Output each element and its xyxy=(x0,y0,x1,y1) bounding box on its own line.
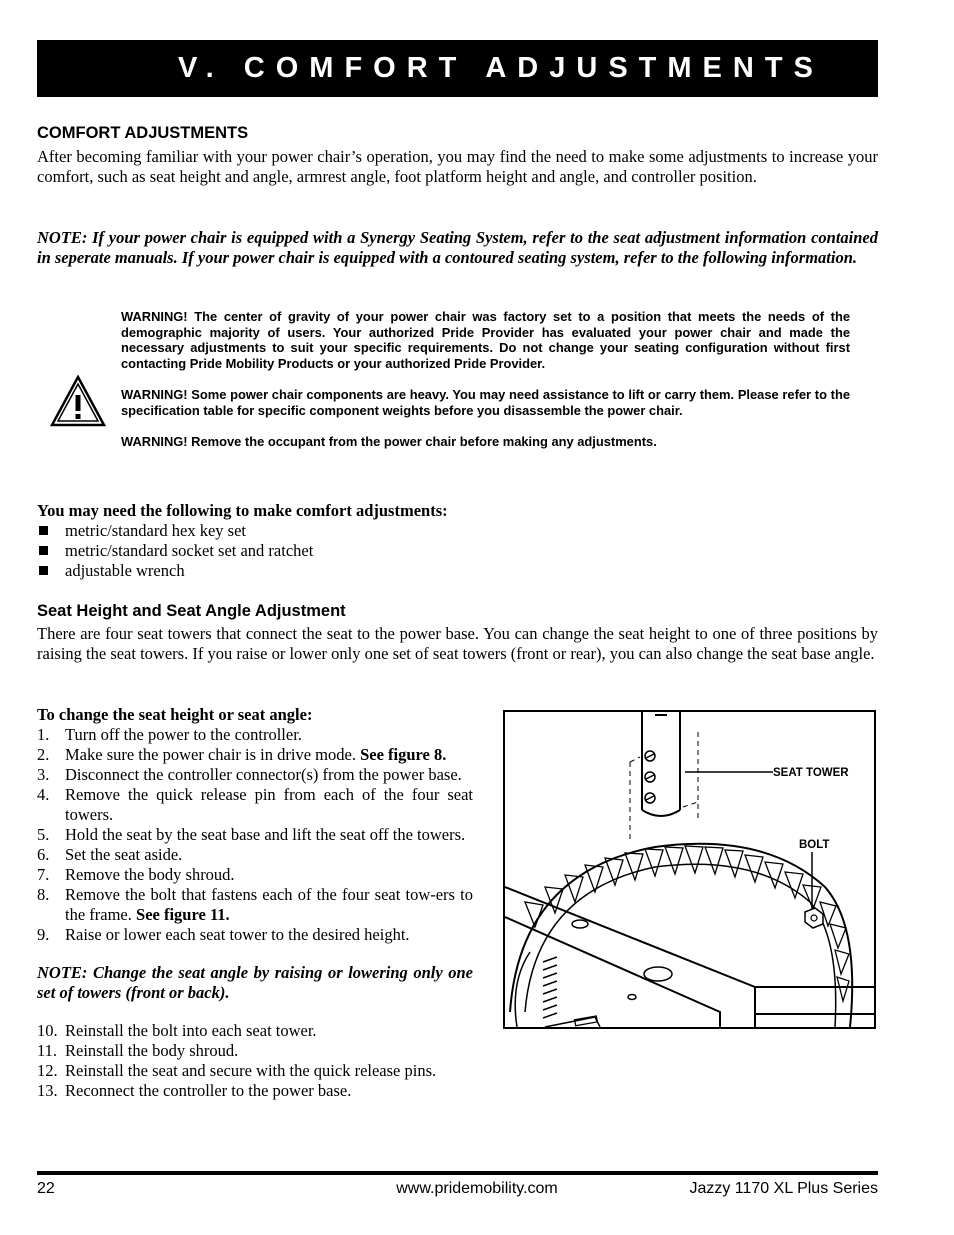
steps-title: To change the seat height or seat angle: xyxy=(37,705,313,724)
list-item: metric/standard hex key set xyxy=(37,521,878,541)
list-item: 11. Reinstall the body shroud. xyxy=(37,1041,239,1060)
warnings-block xyxy=(121,309,850,465)
list-item: adjustable wrench xyxy=(37,561,878,581)
footer-rule xyxy=(37,1171,878,1175)
steps-list xyxy=(37,705,473,1101)
list-item: metric/standard socket set and ratchet xyxy=(37,541,878,561)
tools-list xyxy=(37,521,878,582)
list-item: 3. Disconnect the controller connector(s) from the power base. xyxy=(37,765,462,784)
warning-remove-occupant: WARNING! Remove the occupant from the power chair before making any adjustments. xyxy=(121,433,657,449)
seat-towers-paragraph: There are four seat towers that connect the seat to the power base. You can change the seat height to one of three positions by raising the seat towers. If you raise or lower only one set of seat towers (front or rear), you can also change the seat base angle. xyxy=(37,624,878,664)
warning-triangle-icon xyxy=(50,375,106,427)
list-item: 7. Remove the body shroud. xyxy=(37,865,235,884)
tools-intro: You may need the following to make comfort adjustments: xyxy=(37,501,448,520)
intro-paragraph: After becoming familiar with your power chair’s operation, you may find the need to make some adjustments to increase your comfort, such as seat height and angle, armrest angle, foot platform height and angle, and controller position. xyxy=(37,147,878,187)
list-item: 6. Set the seat aside. xyxy=(37,845,183,864)
list-item: 1. Turn off the power to the controller. xyxy=(37,725,302,744)
list-item: 9. Raise or lower each seat tower to the desired height. xyxy=(37,925,410,944)
section-heading-comfort: COMFORT ADJUSTMENTS xyxy=(37,124,249,142)
list-item: 10. Reinstall the bolt into each seat tower. xyxy=(37,1021,317,1040)
list-item: 4. Remove the quick release pin from each of the four seat towers. xyxy=(37,785,473,824)
synergy-note: NOTE: If your power chair is equipped with a Synergy Seating System, refer to the seat adjustment information contained in seperate manuals. If your power chair is equipped with a contoured seating system, refer to the following information. xyxy=(37,228,878,268)
list-item: 2. Make sure the power chair is in drive mode. See figure 8. xyxy=(37,745,447,764)
list-item: 12. Reinstall the seat and secure with the quick release pins. xyxy=(37,1061,437,1080)
figure-reference: See figure 8. xyxy=(360,745,447,764)
seat-tower-figure xyxy=(503,710,876,1029)
warning-heavy-components: WARNING! Some power chair components are heavy. You may need assistance to lift or carry them. Please refer to the specification table for specific component weights before you disassemble the power chair. xyxy=(121,386,850,418)
list-item: 13. Reconnect the controller to the power base. xyxy=(37,1081,352,1100)
seat-tower-illustration xyxy=(505,712,874,1027)
warning-center-of-gravity: WARNING! The center of gravity of your power chair was factory set to a position that meets the needs of the demographic majority of users. Your authorized Pride Provider has evaluated your power chair and made the necessary adjustments to suit your specific requirements. Do not change your seating configuration without first contacting Pride Mobility Products or your authorized Pride Provider. xyxy=(121,309,850,371)
list-item: 8. Remove the bolt that fastens each of the four seat tow-ers to the frame. See figure 11. xyxy=(37,885,473,924)
bolt-label: BOLT xyxy=(799,839,830,851)
page-number: 22 xyxy=(37,1180,55,1197)
seat-tower-label: SEAT TOWER xyxy=(773,767,849,779)
seat-angle-note: NOTE: Change the seat angle by raising or lowering only one set of towers (front or back). xyxy=(37,963,473,1002)
footer-series: Jazzy 1170 XL Plus Series xyxy=(689,1180,878,1197)
figure-reference: See figure 11. xyxy=(136,905,230,924)
footer-url: www.pridemobility.com xyxy=(396,1180,558,1197)
section-heading-seat-height: Seat Height and Seat Angle Adjustment xyxy=(37,602,346,620)
list-item: 5. Hold the seat by the seat base and lift the seat off the towers. xyxy=(37,825,466,844)
chapter-banner: V. COMFORT ADJUSTMENTS xyxy=(37,40,878,97)
